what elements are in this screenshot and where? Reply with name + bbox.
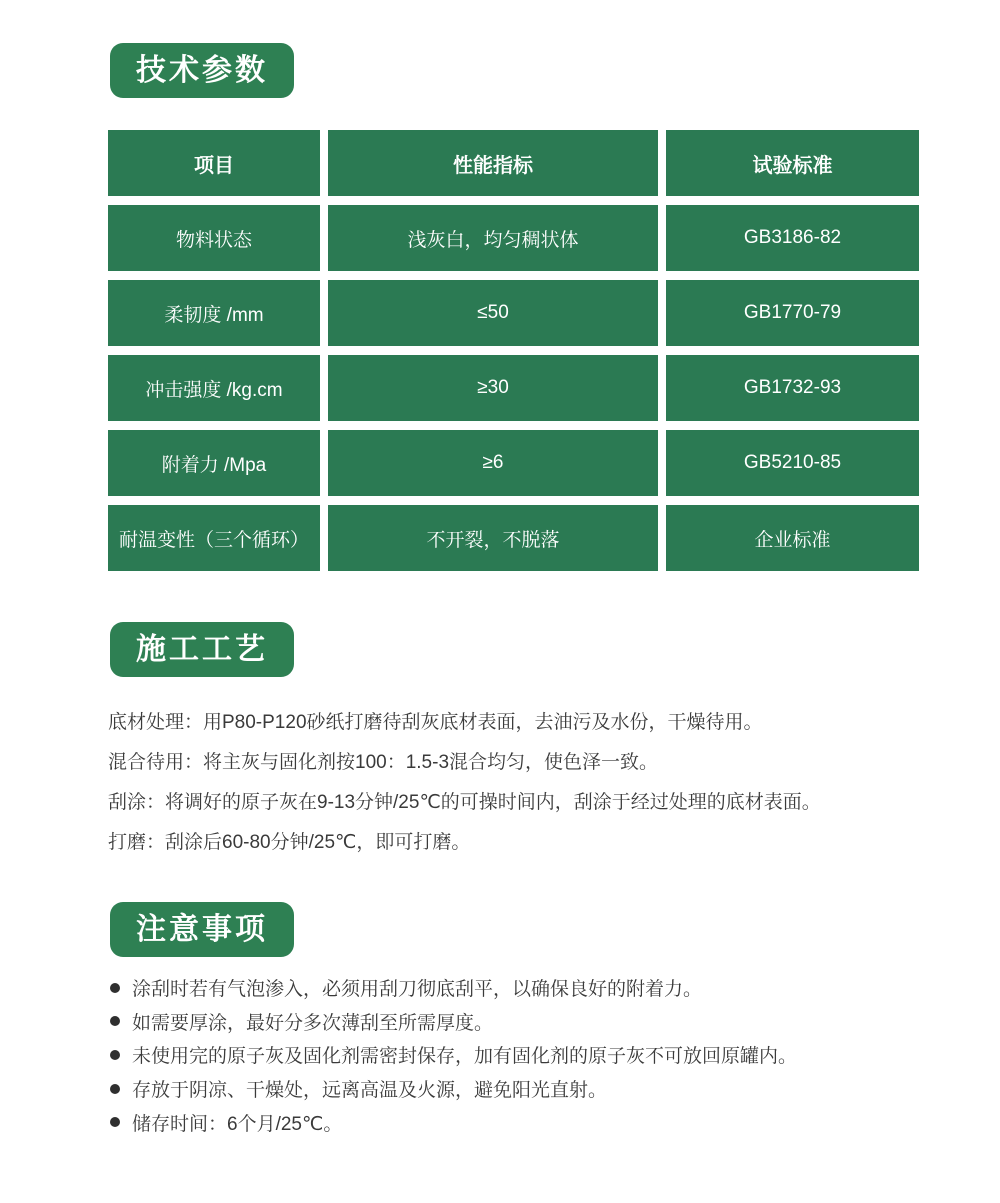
- bullet-dot-icon: [110, 983, 120, 993]
- table-cell-standard: GB1770-79: [666, 280, 919, 346]
- note-text: 未使用完的原子灰及固化剂需密封保存，加有固化剂的原子灰不可放回原罐内。: [132, 1046, 798, 1068]
- note-text: 存放于阴凉、干燥处，远离高温及火源，避免阳光直射。: [132, 1080, 608, 1102]
- table-cell-item: 冲击强度 /kg.cm: [108, 355, 320, 421]
- table-cell-standard: GB3186-82: [666, 205, 919, 271]
- note-item: [110, 1005, 980, 1039]
- note-item: [110, 971, 980, 1005]
- process-line-applying: 刮涂：将调好的原子灰在9-13分钟/25℃的可操时间内，刮涂于经过处理的底材表面。: [108, 792, 821, 813]
- note-item: [110, 1038, 980, 1072]
- table-cell-standard: GB5210-85: [666, 430, 919, 496]
- table-cell-item: 柔韧度 /mm: [108, 280, 320, 346]
- section-badge-notes: 注意事项: [110, 902, 294, 957]
- notes-list: [110, 971, 980, 1139]
- table-cell-standard: GB1732-93: [666, 355, 919, 421]
- table-cell-value: ≤50: [328, 280, 658, 346]
- process-line-substrate: 底材处理：用P80-P120砂纸打磨待刮灰底材表面，去油污及水份，干燥待用。: [108, 712, 763, 733]
- table-header-standard: 试验标准: [666, 130, 919, 196]
- table-cell-item: 附着力 /Mpa: [108, 430, 320, 496]
- table-header-item: 项目: [108, 130, 320, 196]
- process-line-sanding: 打磨：刮涂后60-80分钟/25℃，即可打磨。: [108, 832, 471, 853]
- note-text: 如需要厚涂，最好分多次薄刮至所需厚度。: [132, 1012, 494, 1034]
- section-badge-process: 施工工艺: [110, 622, 294, 677]
- bullet-dot-icon: [110, 1117, 120, 1127]
- table-cell-value: ≥30: [328, 355, 658, 421]
- section-badge-tech-params: 技术参数: [110, 43, 294, 98]
- table-cell-value: 浅灰白，均匀稠状体: [328, 205, 658, 271]
- tech-params-table: [108, 130, 919, 571]
- bullet-dot-icon: [110, 1050, 120, 1060]
- process-instructions: [108, 703, 968, 863]
- table-cell-value: ≥6: [328, 430, 658, 496]
- bullet-dot-icon: [110, 1016, 120, 1026]
- table-cell-item: 耐温变性（三个循环）: [108, 505, 320, 571]
- note-item: [110, 1072, 980, 1106]
- process-line-mixing: 混合待用：将主灰与固化剂按100：1.5-3混合均匀，使色泽一致。: [108, 752, 659, 773]
- table-cell-standard: 企业标准: [666, 505, 919, 571]
- note-item: [110, 1105, 980, 1139]
- table-cell-value: 不开裂，不脱落: [328, 505, 658, 571]
- note-text: 储存时间：6个月/25℃。: [132, 1113, 343, 1135]
- table-cell-item: 物料状态: [108, 205, 320, 271]
- table-header-value: 性能指标: [328, 130, 658, 196]
- bullet-dot-icon: [110, 1084, 120, 1094]
- note-text: 涂刮时若有气泡渗入，必须用刮刀彻底刮平，以确保良好的附着力。: [132, 979, 703, 1001]
